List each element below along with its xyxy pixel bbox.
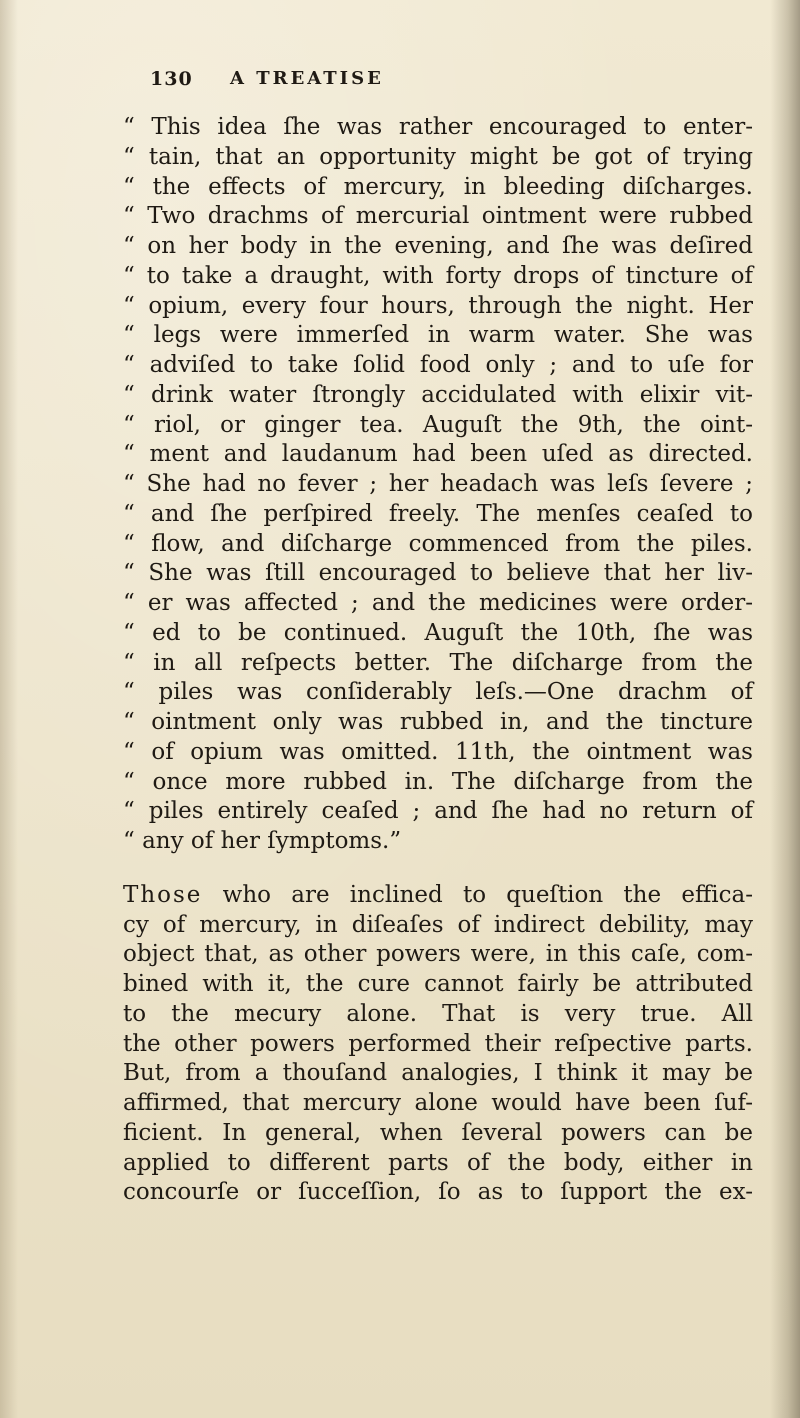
page-gutter-shadow (0, 0, 18, 1418)
paragraph-line: ficient. In general, when ſeveral powers can be (123, 1119, 753, 1146)
quote-line: “ piles entirely ceaſed ; and ſhe had no return of (123, 798, 753, 825)
quote-line: “ piles was conſiderably leſs.—One drachm of (123, 679, 753, 706)
quote-line: “ legs were immerſed in warm water. She was (123, 322, 753, 349)
page-number: 130 (150, 68, 193, 90)
quote-line: “ er was affected ; and the medicines were order- (123, 590, 753, 616)
quote-line: “ the effects of mercury, in bleeding diſcharges. (123, 173, 753, 200)
running-title: A TREATISE (230, 68, 384, 89)
quote-line: “ in all reſpects better. The diſcharge from the (123, 649, 753, 676)
paragraph-line: But, from a thouſand analogies, I think it may be (123, 1060, 753, 1087)
quote-line: “ drink water ſtrongly accidulated with elixir vit- (123, 381, 753, 408)
quote-line: “ and ſhe perſpired freely. The menſes ceaſed to (123, 500, 753, 527)
paragraph-line: bined with it, the cure cannot fairly be attributed (123, 971, 753, 997)
paragraph-line: the other powers performed their reſpective parts. (123, 1030, 753, 1057)
paragraph-line: cy of mercury, in diſeaſes of indirect debility, may (123, 911, 753, 938)
quote-line: “ ment and laudanum had been uſed as directed. (123, 441, 753, 468)
quote-line: “ Two drachms of mercurial ointment were rubbed (123, 203, 753, 230)
running-head (150, 68, 750, 98)
quote-line: “ tain, that an opportunity might be got of trying (123, 143, 753, 170)
quote-line: “ to take a draught, with forty drops of tincture of (123, 262, 753, 289)
paragraph-line: applied to different parts of the body, either in (123, 1149, 753, 1176)
quote-line: “ ointment only was rubbed in, and the tincture (123, 709, 753, 735)
quote-line: “ of opium was omitted. 11th, the ointment was (123, 738, 753, 765)
paragraph-line: to the mecury alone. That is very true. All (123, 1000, 753, 1027)
page-edge-shadow (770, 0, 800, 1418)
quote-line: “ once more rubbed in. The diſcharge from the (123, 768, 753, 795)
quote-line: “ She had no fever ; her headach was leſs ſevere ; (123, 471, 753, 497)
quote-line: “ any of her ſymptoms.” (123, 828, 402, 854)
quote-line: “ ed to be continued. Auguſt the 10th, ſhe was (123, 619, 753, 646)
quote-line: “ opium, every four hours, through the night. Her (123, 292, 753, 319)
lead-word: Those (123, 881, 203, 908)
quote-line: “ riol, or ginger tea. Auguſt the 9th, the oint- (123, 411, 753, 438)
quote-line: “ This idea ſhe was rather encouraged to enter- (123, 114, 753, 140)
paragraph-first-line (123, 881, 753, 911)
paragraph-line: affirmed, that mercury alone would have been ſuf- (123, 1090, 753, 1116)
quote-line: “ She was ſtill encouraged to believe that her liv- (123, 560, 753, 587)
quote-line: “ adviſed to take ſolid food only ; and to uſe for (123, 352, 753, 378)
quote-line: “ flow, and diſcharge commenced from the piles. (123, 530, 753, 557)
paragraph-gap (123, 857, 753, 881)
paragraph-line: concourſe or ſucceſſion, ſo as to ſupport the ex- (123, 1179, 753, 1206)
first-line-rest: who are inclined to queſtion the effica- (222, 881, 754, 908)
quote-line: “ on her body in the evening, and ſhe was deſired (123, 233, 753, 259)
body-text (123, 113, 753, 1208)
paragraph-line: object that, as other powers were, in this caſe, com- (123, 941, 753, 968)
